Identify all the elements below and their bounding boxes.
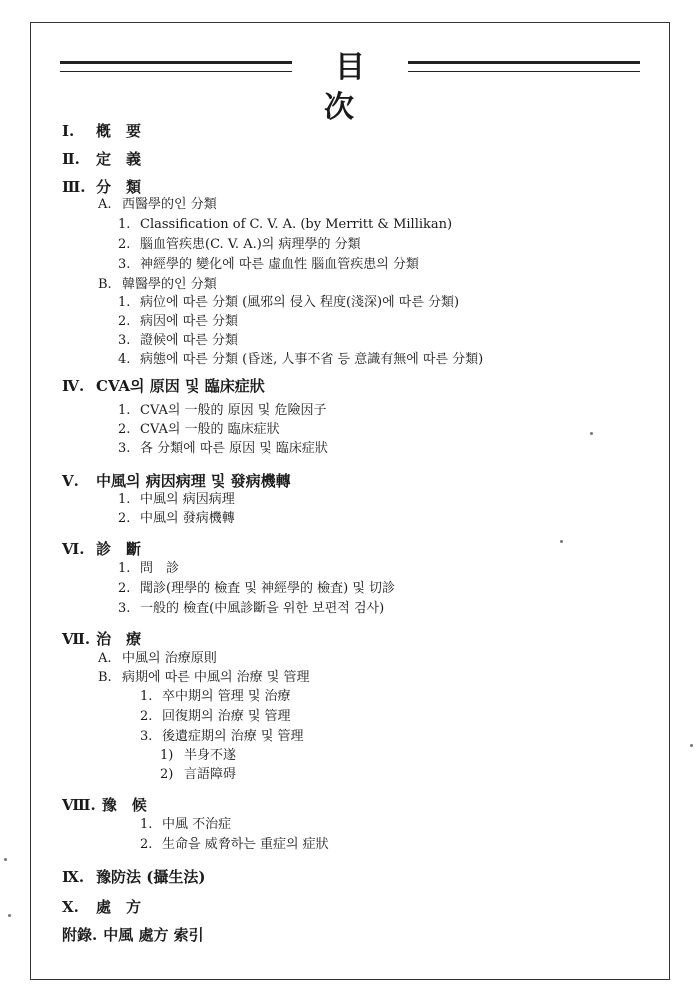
toc-entry-number: 1. <box>118 403 131 418</box>
toc-entry-text: 西醫學的인 分類 <box>122 197 217 212</box>
toc-entry <box>118 560 179 578</box>
page-title: 目 次 <box>324 50 387 125</box>
toc-section-heading <box>62 926 204 944</box>
toc-entry-text: 病期에 따른 中風의 治療 및 管理 <box>122 670 310 685</box>
toc-entry <box>140 688 291 706</box>
toc-section-heading <box>62 868 205 886</box>
toc-entry-text: 中風의 治療原則 <box>122 651 217 666</box>
toc-entry-number: B. <box>98 277 112 292</box>
toc-entry <box>118 402 327 420</box>
toc-entry <box>118 491 235 509</box>
toc-entry <box>98 650 217 668</box>
toc-entry-number: Ⅶ. <box>62 630 91 648</box>
toc-entry-number: 3. <box>118 601 131 616</box>
title-block <box>60 48 640 125</box>
toc-entry <box>118 256 419 274</box>
scan-speck <box>690 744 693 747</box>
toc-entry-number: 3. <box>140 729 153 744</box>
toc-entry-text: 分 類 <box>96 178 142 196</box>
toc-entry <box>118 421 280 439</box>
toc-entry-number: 3. <box>118 333 131 348</box>
toc-entry-text: 病態에 따른 分類 (昏迷, 人事不省 등 意識有無에 따른 分類) <box>140 352 484 367</box>
toc-entry-text: 中風 不治症 <box>162 817 232 832</box>
toc-entry <box>118 600 384 618</box>
toc-entry-text: 中風의 病因病理 및 發病機轉 <box>96 472 291 490</box>
toc-entry-number: Ⅱ. <box>62 150 80 168</box>
scan-speck <box>4 858 7 861</box>
toc-entry-number: 2. <box>118 422 131 437</box>
toc-entry <box>118 236 361 254</box>
toc-section-heading <box>62 540 141 558</box>
toc-entry-number: Ⅳ. <box>62 377 85 395</box>
toc-entry-number: 1. <box>118 217 131 232</box>
toc-entry <box>118 580 395 598</box>
toc-entry-text: CVA의 原因 및 臨床症狀 <box>96 377 265 395</box>
toc-entry <box>140 728 304 746</box>
toc-entry-text: 中風의 病因病理 <box>140 492 235 507</box>
toc-entry-text: 神經學的 變化에 따른 虛血性 腦血管疾患의 分類 <box>140 257 419 272</box>
toc-entry <box>140 708 291 726</box>
toc-entry-number: 2) <box>160 767 174 782</box>
toc-entry-text: 卒中期의 管理 및 治療 <box>162 689 291 704</box>
toc-entry-text: 後遺症期의 治療 및 管理 <box>162 729 304 744</box>
toc-entry-text: CVA의 一般的 原因 및 危險因子 <box>140 403 327 418</box>
toc-entry <box>98 669 309 687</box>
toc-entry-number: Ⅷ. <box>62 796 96 814</box>
toc-entry-number: Ⅹ. <box>62 898 79 916</box>
toc-entry-text: 診 斷 <box>96 540 142 558</box>
toc-entry-number: 1. <box>140 817 153 832</box>
toc-section-heading <box>62 122 141 140</box>
toc-entry-number: 3. <box>118 257 131 272</box>
toc-section-heading <box>62 796 147 814</box>
toc-entry-text: 韓醫學的인 分類 <box>122 277 217 292</box>
toc-entry-number: A. <box>98 651 112 666</box>
toc-entry-text: 處 方 <box>96 898 142 916</box>
toc-entry-number: Ⅰ. <box>62 122 75 140</box>
toc-entry-text: 聞診(理學的 檢査 및 神經學的 檢査) 및 切診 <box>140 581 396 596</box>
toc-entry <box>118 440 328 458</box>
toc-entry-number: B. <box>98 670 112 685</box>
toc-entry-text: 回復期의 治療 및 管理 <box>162 709 291 724</box>
title-rule-left <box>60 61 292 72</box>
toc-entry-text: 豫 候 <box>101 796 147 814</box>
toc-entry <box>118 294 459 312</box>
toc-section-heading <box>62 630 141 648</box>
toc-entry-text: 病位에 따른 分類 (風邪의 侵入 程度(淺深)에 따른 分類) <box>140 295 460 310</box>
toc-entry <box>118 510 235 528</box>
toc-entry-number: A. <box>98 197 112 212</box>
toc-section-heading <box>62 472 291 490</box>
toc-entry-text: CVA의 一般的 臨床症狀 <box>140 422 280 437</box>
toc-entry-number: Ⅲ. <box>62 178 86 196</box>
toc-entry <box>160 747 236 765</box>
toc-entry-text: 半身不遂 <box>184 748 237 763</box>
toc-entry-number: 2. <box>140 709 153 724</box>
toc-entry-number: 4. <box>118 352 131 367</box>
toc-entry-text: 生命을 威脅하는 重症의 症狀 <box>162 837 329 852</box>
toc-entry-number: 1. <box>118 561 131 576</box>
toc-entry-number: 1. <box>118 492 131 507</box>
toc-entry-number: 2. <box>140 837 153 852</box>
toc-section-heading <box>62 178 141 196</box>
toc-entry-text: 腦血管疾患(C. V. A.)의 病理學的 分類 <box>140 237 361 252</box>
toc-entry-number: 1. <box>140 689 153 704</box>
toc-entry-number: 1. <box>118 295 131 310</box>
scan-speck <box>560 540 563 543</box>
toc-entry-number: Ⅵ. <box>62 540 85 558</box>
toc-entry-number: Ⅴ. <box>62 472 79 490</box>
toc-entry <box>118 332 238 350</box>
toc-entry-number: 3. <box>118 441 131 456</box>
toc-section-heading <box>62 898 141 916</box>
toc-entry-text: 中風의 發病機轉 <box>140 511 235 526</box>
scan-speck <box>8 914 11 917</box>
toc-entry <box>118 351 483 369</box>
toc-entry-text: 治 療 <box>96 630 142 648</box>
title-rule-right <box>408 61 640 72</box>
toc-entry-text: 中風 處方 索引 <box>103 926 204 944</box>
toc-entry-text: 各 分類에 따른 原因 및 臨床症狀 <box>140 441 328 456</box>
toc-entry-text: 證候에 따른 分類 <box>140 333 238 348</box>
toc-entry-text: 問 診 <box>140 561 180 576</box>
toc-entry-number: 1) <box>160 748 174 763</box>
toc-entry-text: Classification of C. V. A. (by Merritt & Millikan) <box>140 217 453 232</box>
toc-entry <box>98 196 217 214</box>
toc-section-heading <box>62 377 265 395</box>
toc-entry <box>140 836 329 854</box>
toc-entry-text: 豫防法 (攝生法) <box>96 868 206 886</box>
toc-entry <box>118 216 452 234</box>
toc-entry-text: 槪 要 <box>96 122 142 140</box>
toc-entry-number: Ⅸ. <box>62 868 85 886</box>
toc-entry-number: 2. <box>118 314 131 329</box>
toc-entry <box>140 816 231 834</box>
toc-entry-text: 病因에 따른 分類 <box>140 314 238 329</box>
toc-entry <box>98 276 217 294</box>
toc-entry-text: 定 義 <box>96 150 142 168</box>
toc-entry-text: 言語障碍 <box>184 767 237 782</box>
toc-entry <box>118 313 238 331</box>
toc-entry-text: 一般的 檢査(中風診斷을 위한 보편적 검사) <box>140 601 385 616</box>
toc-entry-number: 2. <box>118 511 131 526</box>
scan-speck <box>590 432 593 435</box>
toc-section-heading <box>62 150 141 168</box>
toc-entry <box>160 766 236 784</box>
toc-entry-number: 附錄. <box>62 926 98 944</box>
toc-entry-number: 2. <box>118 581 131 596</box>
toc-entry-number: 2. <box>118 237 131 252</box>
